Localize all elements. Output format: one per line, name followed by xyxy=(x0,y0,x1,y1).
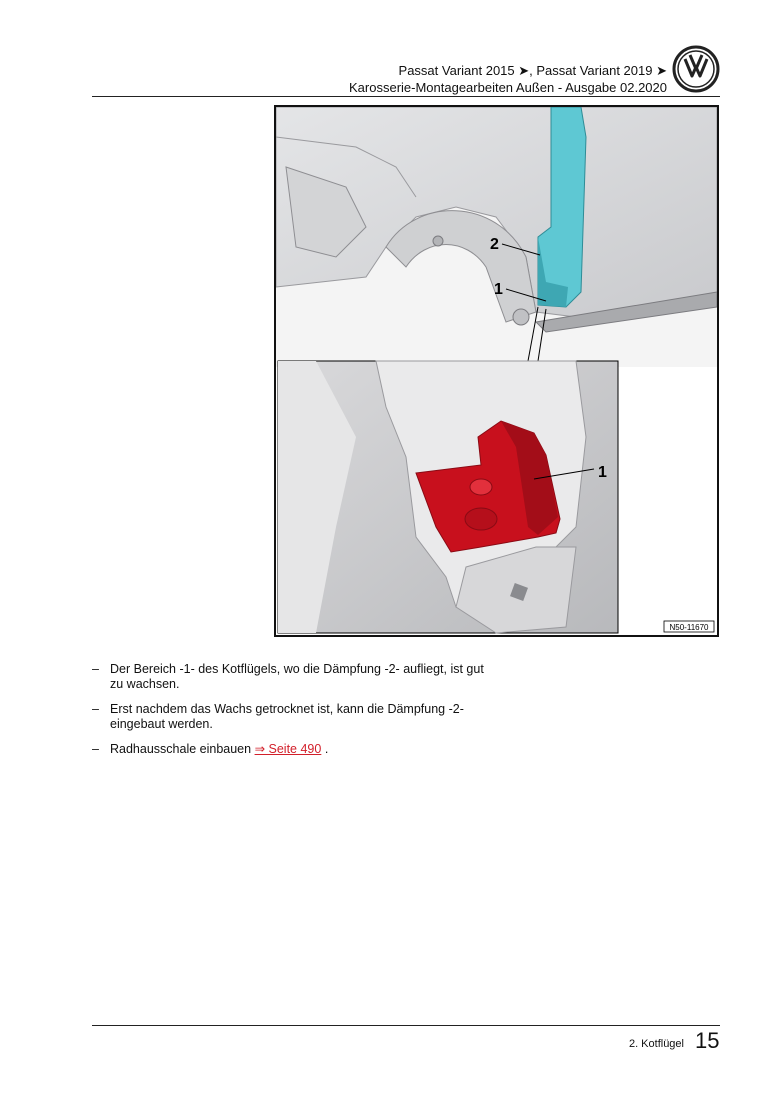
callout-1-label: 1 xyxy=(494,281,503,298)
instruction-step xyxy=(92,702,492,732)
instruction-step xyxy=(92,742,492,757)
header-manual-title: Karosserie-Montagearbeiten Außen - Ausgabe 02.2020 xyxy=(349,80,667,95)
step-text-after: . xyxy=(321,742,329,756)
step-dash: – xyxy=(92,662,99,676)
instruction-step xyxy=(92,662,492,692)
illustration-figure xyxy=(274,105,719,637)
header-model-line: Passat Variant 2015 ➤, Passat Variant 2019 ➤ xyxy=(398,63,667,78)
figure-id: N50-11670 xyxy=(669,623,709,632)
step-text xyxy=(110,742,492,757)
step-dash: – xyxy=(92,742,99,756)
callout-1-detail-label: 1 xyxy=(598,464,607,481)
footer-section-title: 2. Kotflügel xyxy=(628,1038,684,1050)
page-reference-link[interactable]: ⇒ Seite 490 xyxy=(254,742,322,756)
header-rule xyxy=(92,96,720,97)
page-number: 15 xyxy=(695,1028,720,1053)
step-text-before: Radhausschale einbauen xyxy=(110,742,255,756)
step-text: Erst nachdem das Wachs getrocknet ist, kann die Dämpfung -2- eingebaut werden. xyxy=(110,702,464,731)
step-text: Der Bereich -1- des Kotflügels, wo die Dämpfung -2- aufliegt, ist gut zu wachsen. xyxy=(110,662,484,691)
vw-logo xyxy=(672,45,720,93)
fender-illustration xyxy=(276,107,717,635)
step-dash: – xyxy=(92,702,99,716)
callout-2-label: 2 xyxy=(490,236,499,253)
footer-rule xyxy=(92,1025,720,1026)
instruction-list xyxy=(92,662,492,767)
